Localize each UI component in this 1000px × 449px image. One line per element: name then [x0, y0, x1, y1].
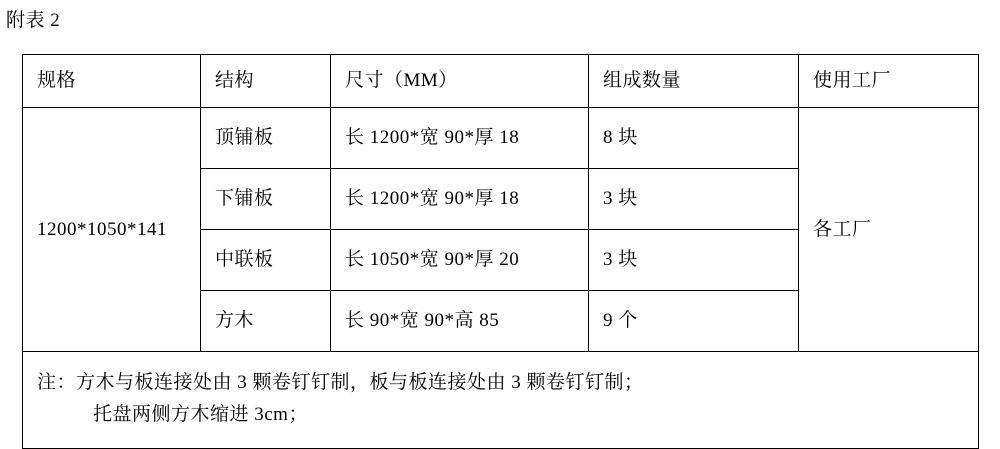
note-line-1: 注：方木与板连接处由 3 颗卷钉钉制，板与板连接处由 3 颗卷钉钉制；: [37, 372, 644, 393]
table-header-row: [23, 55, 979, 108]
column-header-size: 尺寸（MM）: [331, 55, 589, 108]
page-title: 附表 2: [6, 10, 61, 31]
cell-count: 9 个: [589, 291, 799, 352]
cell-size: 长 90*宽 90*高 85: [331, 291, 589, 352]
table-notes-row: [23, 352, 979, 449]
note-line-2: 托盘两侧方木缩进 3cm；: [93, 404, 308, 425]
notes-cell: [23, 352, 979, 449]
cell-size: 长 1200*宽 90*厚 18: [331, 169, 589, 230]
cell-structure: 顶铺板: [201, 108, 331, 169]
column-header-factory: 使用工厂: [799, 55, 979, 108]
cell-factory-value: 各工厂: [799, 108, 979, 352]
pallet-specification-table: [22, 54, 979, 449]
cell-size: 长 1200*宽 90*厚 18: [331, 108, 589, 169]
column-header-structure: 结构: [201, 55, 331, 108]
cell-structure: 下铺板: [201, 169, 331, 230]
cell-structure: 中联板: [201, 230, 331, 291]
cell-count: 8 块: [589, 108, 799, 169]
spec-table-container: [22, 54, 978, 449]
cell-structure: 方木: [201, 291, 331, 352]
column-header-count: 组成数量: [589, 55, 799, 108]
column-header-spec: 规格: [23, 55, 201, 108]
cell-spec-value: 1200*1050*141: [23, 108, 201, 352]
cell-count: 3 块: [589, 169, 799, 230]
table-row: [23, 108, 979, 169]
cell-size: 长 1050*宽 90*厚 20: [331, 230, 589, 291]
cell-count: 3 块: [589, 230, 799, 291]
